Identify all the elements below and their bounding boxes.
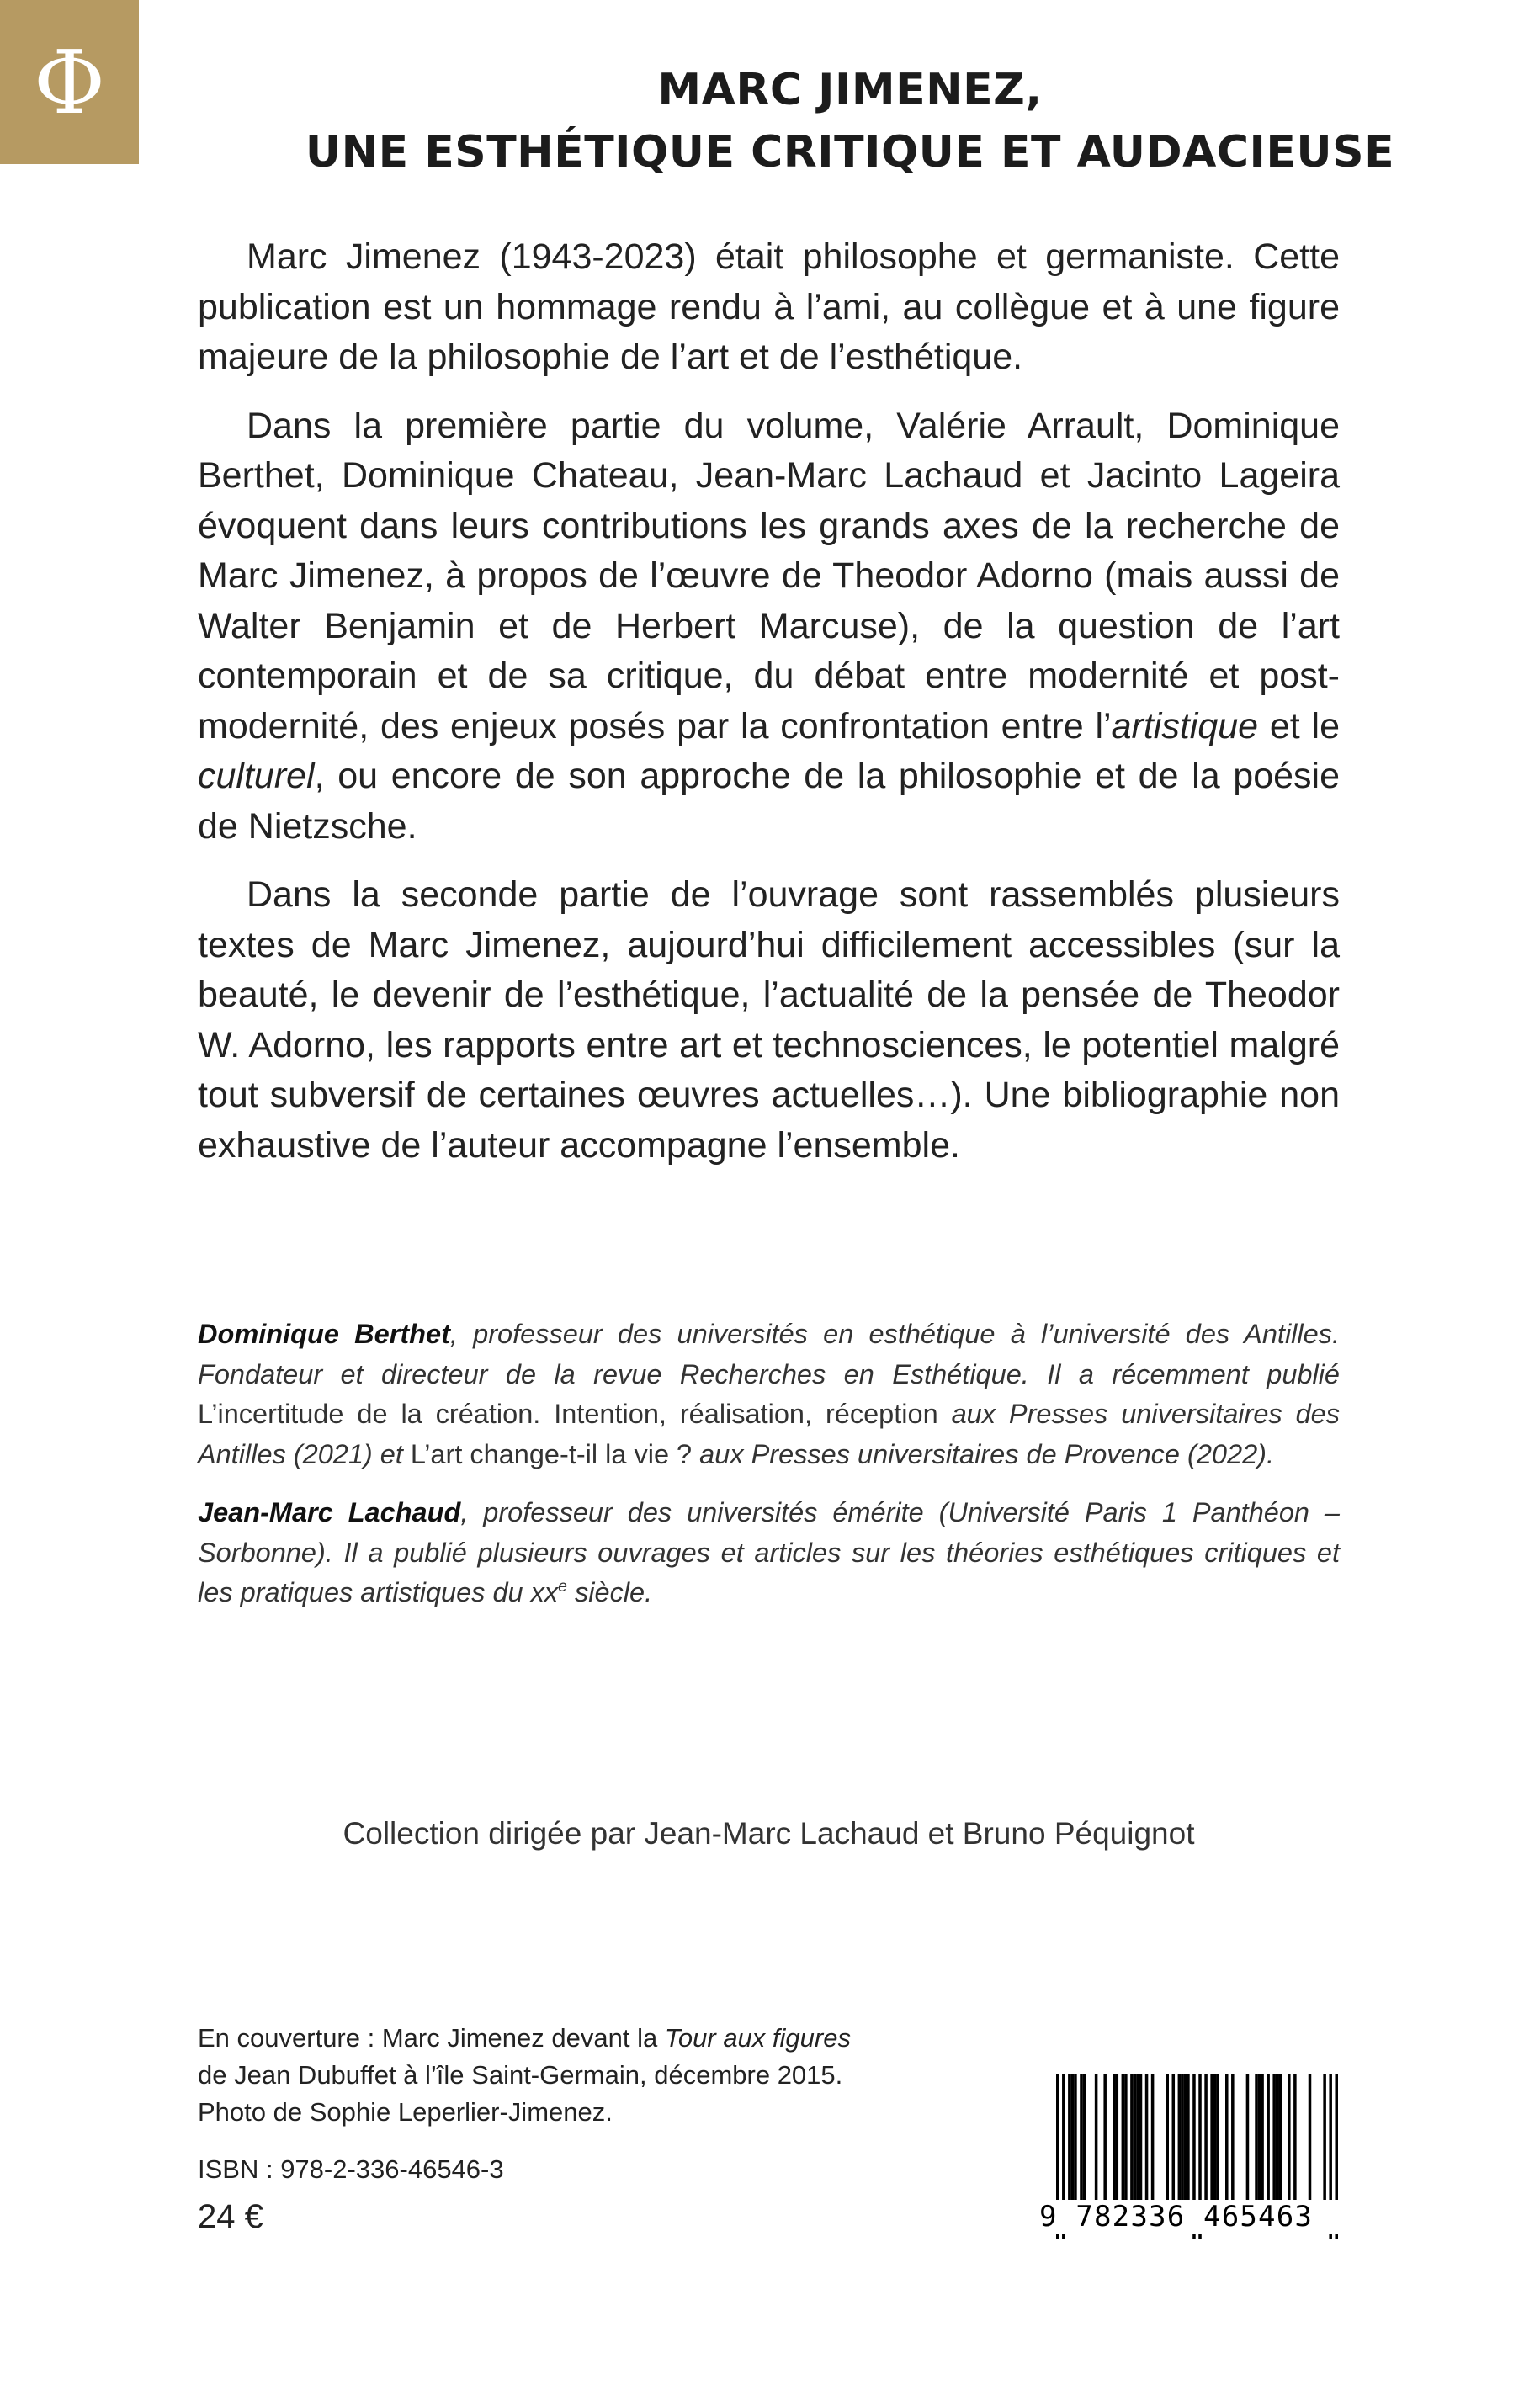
bio-berthet: [198, 1315, 1340, 1474]
collection-credit: Collection dirigée par Jean-Marc Lachaud et Bruno Péquignot: [343, 1816, 1195, 1851]
blurb-paragraph-3: Dans la seconde partie de l’ouvrage sont rassemblés plusieurs textes de Marc Jimenez, aujourd’hui difficilement accessibles (sur la beauté, le devenir de l’esthétique, l’actualité de la pensée de Theodor W. Adorno, les rapports entre art et technosciences, le potentiel malgré tout subversif de certaines œuvres actuelles…). Une bibliographie non exhaustive de l’auteur accompagne l’ensemble.: [198, 874, 1340, 1166]
price: 24 €: [198, 2198, 263, 2235]
barcode-bar: [1261, 2074, 1264, 2217]
text-span: En couverture : Marc Jimenez devant la: [198, 2023, 665, 2053]
barcode-bar: [1181, 2074, 1184, 2217]
barcode-bar: [1068, 2074, 1071, 2217]
phi-logo-icon: Φ: [33, 30, 106, 134]
publisher-logo: [0, 0, 139, 164]
cover-line-1: [198, 2020, 955, 2057]
book-title-ref: L’art change-t-il la vie ?: [410, 1438, 693, 1469]
author-name: Jean-Marc Lachaud: [198, 1497, 461, 1527]
barcode-digits: 9 782336 465463: [1039, 2200, 1342, 2234]
book-title-ref: L’incertitude de la création. Intention, réalisation, réception: [198, 1399, 938, 1429]
barcode-bar: [1210, 2074, 1213, 2217]
barcode-bar: [1166, 2074, 1169, 2217]
barcode-bar: [1187, 2074, 1190, 2217]
superscript: e: [558, 1577, 567, 1596]
blurb: [198, 232, 1340, 1189]
bio-lachaud: [198, 1493, 1340, 1613]
barcode-bar: [1074, 2074, 1077, 2217]
barcode-bar: [1258, 2074, 1261, 2217]
barcode-bar: [1124, 2074, 1128, 2217]
text-span: , ou encore de son approche de la philosophie et de la poésie de Nietzsche.: [198, 756, 1340, 847]
italic-term: culturel: [198, 756, 315, 796]
barcode-bar: [1267, 2074, 1270, 2217]
author-name: Dominique Berthet: [198, 1319, 450, 1349]
author-bios: [198, 1315, 1340, 1632]
barcode-bar: [1122, 2074, 1125, 2217]
barcode-bar: [1136, 2074, 1139, 2217]
barcode-bar: [1184, 2074, 1187, 2217]
italic-term: artistique: [1111, 705, 1259, 746]
isbn: ISBN : 978-2-336-46546-3: [198, 2154, 504, 2184]
barcode-bar: [1145, 2074, 1149, 2217]
barcode-bar: [1139, 2074, 1143, 2217]
title-line-1: MARC JIMENEZ,: [657, 65, 1043, 115]
barcode-bar: [1309, 2074, 1312, 2217]
barcode-bar: [1231, 2074, 1235, 2217]
blurb-paragraph-2: [198, 401, 1340, 853]
barcode-bar: [1080, 2074, 1083, 2217]
barcode-bar: [1278, 2074, 1282, 2217]
barcode-bar: [1213, 2074, 1217, 2217]
cover-line-3: Photo de Sophie Leperlier-Jimenez.: [198, 2097, 613, 2127]
barcode-bar: [1178, 2074, 1182, 2217]
barcode-bar: [1071, 2074, 1075, 2217]
barcode-bar: [1225, 2074, 1229, 2217]
barcode-bar: [1255, 2074, 1258, 2217]
cover-line-2: de Jean Dubuffet à l’île Saint-Germain, décembre 2015.: [198, 2060, 843, 2090]
text-span: aux Presses universitaires des Antilles (2021) et: [198, 1399, 1340, 1469]
barcode-bar: [1083, 2074, 1086, 2217]
barcode-bar: [1293, 2074, 1297, 2217]
barcode-bar: [1103, 2074, 1107, 2217]
blurb-paragraph-1: Marc Jimenez (1943-2023) était philosophe et germaniste. Cette publication est un hommage rendu à l’ami, au collègue et à une figure majeure de la philosophie de l’art et de l’esthétique.: [198, 236, 1340, 377]
barcode-bar: [1116, 2074, 1119, 2217]
artwork-title: Tour aux figures: [664, 2023, 851, 2053]
barcode-bar: [1276, 2074, 1279, 2217]
barcode-bar: [1130, 2074, 1134, 2217]
barcode-bar: [1272, 2074, 1276, 2217]
barcode-bar: [1288, 2074, 1291, 2217]
barcode-bar: [1095, 2074, 1098, 2217]
text-span: aux Presses universitaires de Provence (2022).: [692, 1438, 1275, 1469]
text-span: et le: [1258, 705, 1340, 746]
barcode-bar: [1113, 2074, 1116, 2217]
title-line-2: UNE ESTHÉTIQUE CRITIQUE ET AUDACIEUSE: [305, 127, 1395, 178]
text-span: siècle.: [567, 1577, 653, 1607]
barcode-bar: [1246, 2074, 1250, 2217]
text-span: , professeur des universités en esthétique à l’université des Antilles. Fondateur et directeur de la revue Recherches en Esthétique. Il a récemment publié: [198, 1319, 1340, 1389]
barcode-bar: [1204, 2074, 1208, 2217]
text-span: , professeur des universités émérite (Université Paris 1 Panthéon – Sorbonne). Il a publié plusieurs ouvrages et articles sur les théories esthétiques critiques et les pratiques artistiques du: [198, 1497, 1340, 1607]
barcode-bar: [1151, 2074, 1155, 2217]
book-title: [303, 59, 1397, 183]
barcode-bar: [1216, 2074, 1219, 2217]
text-span: Dans la première partie du volume, Valérie Arrault, Dominique Berthet, Dominique Chateau, Jean-Marc Lachaud et Jacinto Lageira évoquent dans leurs contributions les grands axes de la recherche de Marc Jimenez, à propos de l’œuvre de Theodor Adorno (mais aussi de Walter Benjamin et de Herbert Marcuse), de la question de l’art contemporain et de sa critique, du débat entre modernité et post-modernité, des enjeux posés par la confrontation entre l’: [198, 405, 1340, 746]
cover-credit: [198, 2020, 955, 2131]
barcode-bar: [1134, 2074, 1137, 2217]
century-numeral: xx: [530, 1577, 559, 1607]
barcode-bar: [1172, 2074, 1176, 2217]
barcode-bar: [1323, 2074, 1326, 2217]
